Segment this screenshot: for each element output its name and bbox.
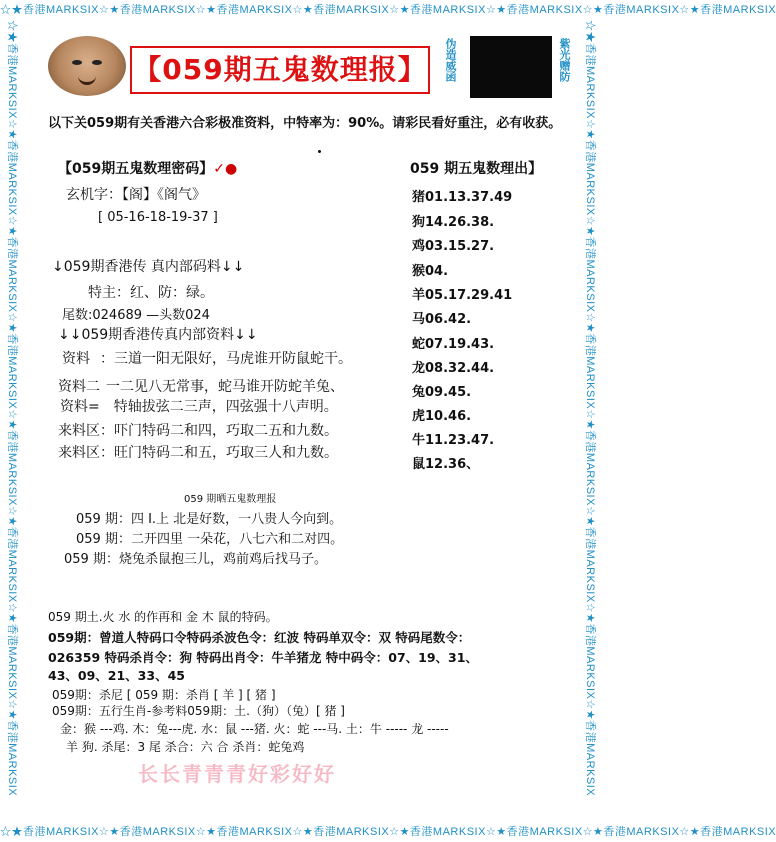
zodiac-item: 虎10.46. [412, 409, 472, 424]
zodiac-item: 马06.42. [412, 312, 472, 327]
middle-line-2: 059 期：二开四里 一朵花，八七六和二对四。 [76, 532, 344, 547]
bottom-line-6: 059期：五行生肖-参考料059期：土.（狗）（兔）[ 猪 ] [52, 704, 345, 718]
laoliao-2-text: 旺门特码二和五，巧取三人和九数。 [114, 445, 338, 461]
left-title-mark: ✓● [213, 161, 238, 177]
pastel-banner: 长长青青青好彩好好 [138, 762, 336, 786]
middle-line-3: 059 期：烧兔杀鼠抱三儿，鸡前鸡后找马子。 [64, 552, 327, 567]
redacted-block [470, 36, 552, 98]
intro-text: 以下关059期有关香港六合彩极准资料，中特率为：90%。请彩民看好重注，必有收获。 [48, 116, 562, 131]
bottom-line-4: 43、09、21、33、45 [48, 668, 185, 683]
stamp-left: 伪造威函 [444, 38, 457, 82]
avatar-eye-left [72, 60, 82, 65]
zodiac-item: 猴04. [412, 264, 449, 279]
ziliao-2 [58, 376, 344, 396]
left-section-title [58, 158, 237, 178]
right-section-title: 059 期五鬼数理出】 [410, 161, 543, 177]
bottom-line-1: 059 期土.火 水 的作再和 金 木 鼠的特码。 [48, 610, 278, 624]
zodiac-item: 鸡03.15.27. [412, 239, 495, 254]
watermark-border-top: ☆★香港MARKSIX☆★香港MARKSIX☆★香港MARKSIX☆★香港MARKSIX☆★香港MARKSIX☆★香港MARKSIX☆★香港MARKSIX☆★香港MARKSIX [0, 4, 776, 16]
dot-mark [318, 150, 321, 153]
inside-title-2: ↓↓059期香港传真内部资料↓↓ [58, 327, 258, 343]
zodiac-item: 猪01.13.37.49 [412, 190, 513, 205]
page-title: 【059期五鬼数理报】 [130, 46, 430, 94]
left-title-text: 【059期五鬼数理密码】 [58, 161, 214, 177]
te-zhu-line: 特主：红、防：绿。 [88, 285, 214, 301]
avatar-eye-right [92, 60, 102, 65]
xuanji-line: 玄机字：【阁】《阁气》 [66, 187, 206, 203]
laoliao-1-label: 来料区： [58, 423, 114, 439]
bottom-line-2: 059期：曾道人特码口令特码杀波色令：红波 特码单双令：双 特码尾数令： [48, 630, 471, 645]
watermark-border-bottom: ☆★香港MARKSIX☆★香港MARKSIX☆★香港MARKSIX☆★香港MARKSIX☆★香港MARKSIX☆★香港MARKSIX☆★香港MARKSIX☆★香港MARKSIX [0, 826, 776, 838]
ziliao-1-label: 资料 [62, 351, 90, 367]
zodiac-item: 兔09.45. [412, 385, 472, 400]
watermark-border-right: ☆★香港MARKSIX☆★香港MARKSIX☆★香港MARKSIX☆★香港MARKSIX☆★香港MARKSIX☆★香港MARKSIX☆★香港MARKSIX☆★香港MARKSIX [584, 20, 596, 797]
laoliao-2 [58, 442, 338, 462]
zodiac-item: 牛11.23.47. [412, 433, 495, 448]
zodiac-item: 羊05.17.29.41 [412, 288, 513, 303]
zodiac-item: 鼠12.36、 [412, 457, 480, 472]
laoliao-1 [58, 420, 338, 440]
bottom-line-5: 059期：杀尼 [ 059 期：杀肖 [ 羊 ] [ 猪 ] [52, 688, 276, 702]
wei-shu-line: 尾数:024689 —头数024 [62, 308, 210, 323]
ziliao-1-text: ：三道一阳无限好，马虎谁开防鼠蛇干。 [100, 351, 352, 367]
watermark-border-left: ☆★香港MARKSIX☆★香港MARKSIX☆★香港MARKSIX☆★香港MARKSIX☆★香港MARKSIX☆★香港MARKSIX☆★香港MARKSIX☆★香港MARKSIX [6, 20, 18, 797]
avatar-mouth [78, 76, 96, 85]
inside-title-1: ↓059期香港传 真内部码料↓↓ [52, 259, 245, 275]
laoliao-1-text: 吓门特码二和四，巧取二五和九数。 [114, 423, 338, 439]
bottom-line-8: 羊 狗. 杀尾：3 尾 杀合：六 合 杀肖：蛇兔鸡 [66, 740, 305, 754]
zodiac-item: 狗14.26.38. [412, 215, 495, 230]
bottom-line-7: 金：猴 ---鸡. 木：兔---虎. 水：鼠 ---猪. 火：蛇 ---马. 土：牛 ----- 龙 ----- [60, 722, 449, 736]
ziliao-3 [60, 396, 338, 416]
zodiac-item: 龙08.32.44. [412, 361, 495, 376]
ziliao-2-text: 一二见八无常事，蛇马谁开防蛇羊兔、 [106, 379, 344, 395]
laoliao-2-label: 来料区： [58, 445, 114, 461]
ziliao-3-text: 特轴拔弦二三声，四弦强十八声明。 [113, 399, 338, 415]
avatar [48, 36, 126, 96]
number-bracket: [ 05-16-18-19-37 ] [98, 210, 218, 225]
ziliao-2-label: 资料二 [58, 379, 100, 395]
middle-line-1: 059 期：四 I.上 北是好数，一八贵人今向到。 [76, 512, 343, 527]
bottom-line-3: 026359 特码杀肖令：狗 特码出肖令：牛羊猪龙 特中码令：07、19、31、 [48, 650, 478, 665]
stamp-right: 紫光赠防 [558, 38, 571, 82]
ziliao-1 [62, 348, 352, 368]
ziliao-3-label: 资料= [60, 399, 100, 415]
zodiac-item: 蛇07.19.43. [412, 337, 495, 352]
middle-subtitle: 059 期晒五鬼数理报 [184, 494, 277, 505]
